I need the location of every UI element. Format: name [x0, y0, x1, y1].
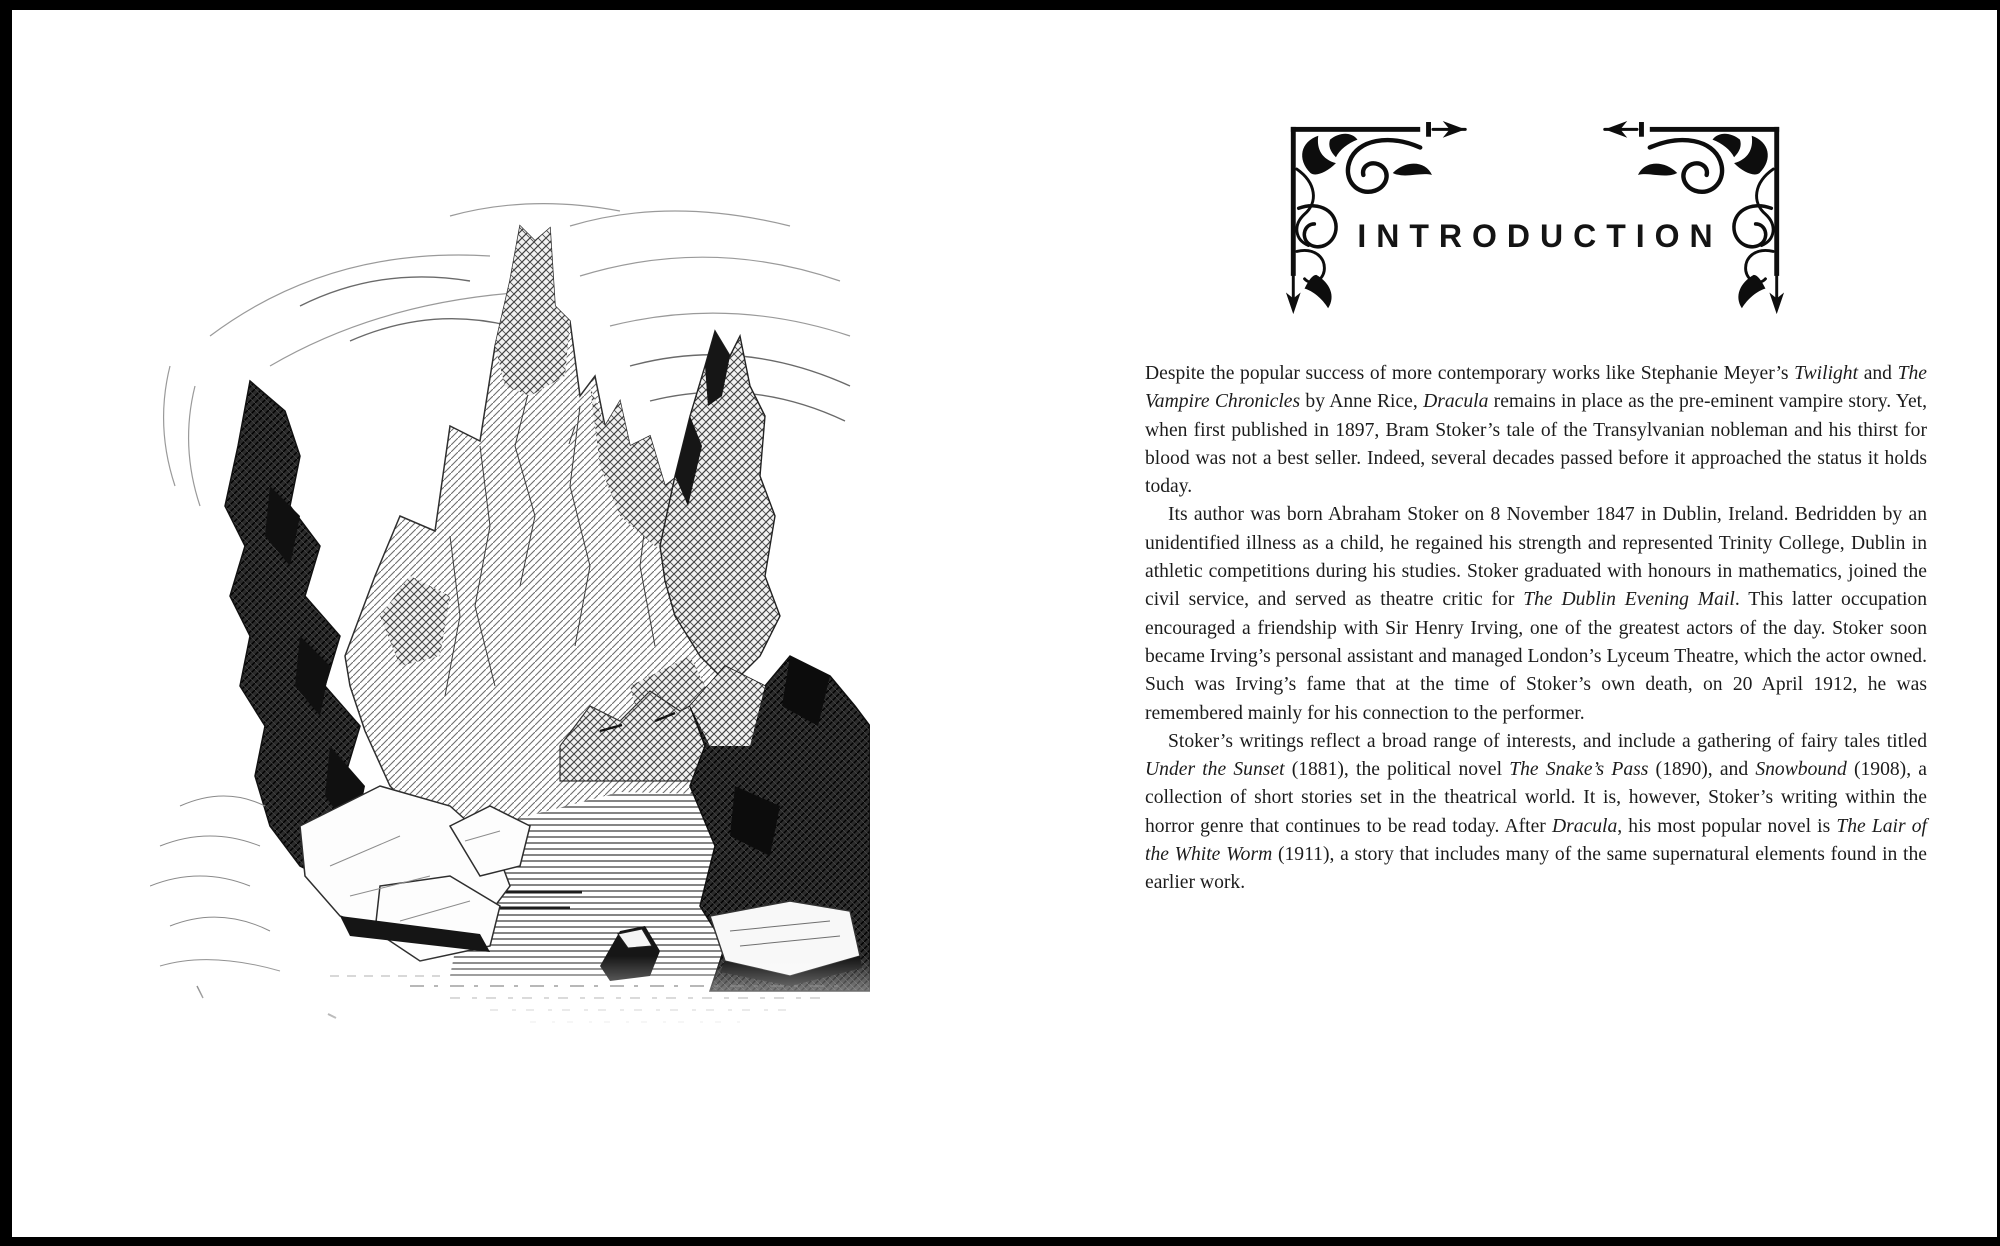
paragraph: Its author was born Abraham Stoker on 8 November 1847 in Dublin, Ireland. Bedridden by an unidentified illness as a child, he regained his strength and represented Trinity College, Dublin in athletic competitions during his studies. Stoker graduated with honours in mathematics, joined the civil service, and served as theatre critic for The Dublin Evening Mail. This latter occupation encouraged a friendship with Sir Henry Irving, one of the greatest actors of the day. Stoker soon became Irving’s personal assistant and managed London’s Lyceum Theatre, which the actor owned. Such was Irving’s fame that at the time of Stoker’s own death, on 20 April 1912, he was remembered mainly for his connection to the performer.	[1145, 504, 1927, 724]
mountain-engraving-illustration	[150, 186, 870, 1046]
page-frame-bottom	[0, 1237, 2000, 1246]
page-frame-left	[0, 0, 12, 1246]
chapter-title: INTRODUCTION	[1357, 218, 1723, 254]
chapter-header	[1283, 118, 1787, 330]
paragraph: Stoker’s writings reflect a broad range of interests, and include a gathering of fairy tales titled Under the Sunset (1881), the political novel The Snake’s Pass (1890), and Snowbound (1908), a collection of short stories set in the theatrical world. It is, however, Stoker’s writing within the horror genre that continues to be read today. After Dracula, his most popular novel is The Lair of the White Worm (1911), a story that includes many of the same supernatural elements found in the earlier work.	[1145, 730, 1927, 894]
page-frame-top	[0, 0, 2000, 10]
paragraph: Despite the popular success of more contemporary works like Stephanie Meyer’s Twilight and The Vampire Chronicles by Anne Rice, Dracula remains in place as the pre-eminent vampire story. Yet, when first published in 1897, Bram Stoker’s tale of the Transylvanian nobleman and his thirst for blood was not a best seller. Indeed, several decades passed before it approached the status it holds today.	[1145, 363, 1927, 498]
body-text	[1145, 360, 1927, 898]
